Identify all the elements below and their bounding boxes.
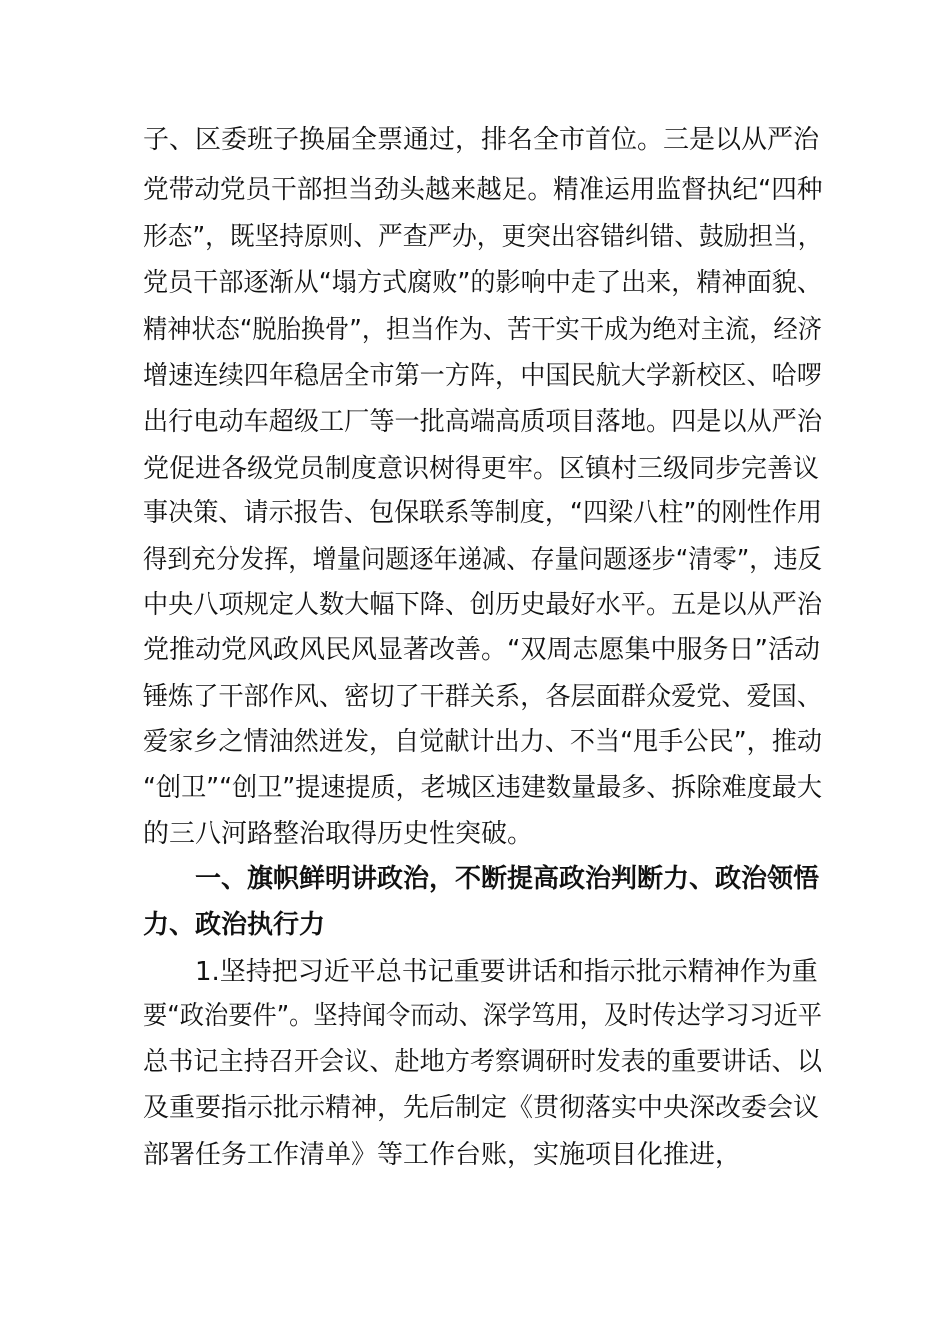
body-text-line: 党员干部逐渐从“塌方式腐败”的影响中走了出来，精神面貌、 (143, 268, 822, 298)
body-text-line: 及重要指示批示精神，先后制定《贯彻落实中央深改委会议 (143, 1093, 820, 1123)
body-text-line: 要“政治要件”。坚持闻令而动、深学笃用，及时传达学习习近平 (143, 1001, 822, 1031)
body-text-line: 形态”，既坚持原则、严查严办，更突出容错纠错、鼓励担当， (143, 222, 823, 252)
section-heading-line: 一、旗帜鲜明讲政治，不断提高政治判断力、政治领悟 (195, 864, 820, 894)
body-text-line: 1.坚持把习近平总书记重要讲话和指示批示精神作为重 (195, 957, 818, 987)
body-text-line: 得到充分发挥，增量问题逐年递减、存量问题逐步“清零”，违反 (143, 545, 822, 575)
body-text-line: 锤炼了干部作风、密切了干群关系，各层面群众爱党、爱国、 (143, 682, 822, 712)
body-text-line: 党推动党风政风民风显著改善。“双周志愿集中服务日”活动 (143, 635, 820, 665)
body-text-line: 爱家乡之情油然迸发，自觉献计出力、不当“甩手公民”，推动 (143, 727, 822, 757)
body-text-line: 事决策、请示报告、包保联系等制度，“四梁八柱”的刚性作用 (143, 498, 822, 528)
body-text-line: 增速连续四年稳居全市第一方阵，中国民航大学新校区、哈啰 (143, 361, 822, 391)
body-text-line: 党促进各级党员制度意识树得更牢。区镇村三级同步完善议 (143, 454, 820, 484)
body-text-line: 总书记主持召开会议、赴地方考察调研时发表的重要讲话、以 (143, 1047, 822, 1077)
body-text-line: 党带动党员干部担当劲头越来越足。精准运用监督执纪“四种 (143, 175, 823, 205)
body-text-line: 中央八项规定人数大幅下降、创历史最好水平。五是以从严治 (143, 590, 822, 620)
section-heading-line: 力、政治执行力 (143, 910, 326, 940)
body-text-line: 的三八河路整治取得历史性突破。 (143, 819, 534, 849)
body-text-line: 出行电动车超级工厂等一批高端高质项目落地。四是以从严治 (143, 407, 822, 437)
body-text-line: 部署任务工作清单》等工作台账，实施项目化推进， (143, 1140, 742, 1170)
body-text-line: 子、区委班子换届全票通过，排名全市首位。三是以从严治 (143, 125, 820, 155)
body-text-line: 精神状态“脱胎换骨”，担当作为、苦干实干成为绝对主流，经济 (143, 315, 822, 345)
body-text-line: “创卫”“创卫”提速提质，老城区违建数量最多、拆除难度最大 (143, 773, 822, 803)
